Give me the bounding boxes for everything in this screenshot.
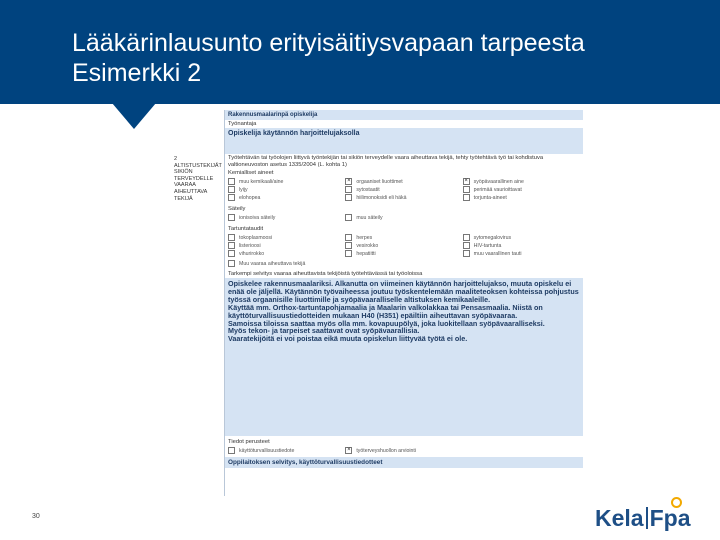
checkbox-item (228, 214, 345, 221)
checkbox-box (463, 194, 470, 201)
checkbox-label: vihurirokko (239, 250, 265, 257)
checkbox-label: hepatiitti (356, 250, 376, 257)
checkbox-item (345, 447, 580, 454)
checkbox-box (345, 194, 352, 201)
checkbox-label: herpes (356, 234, 373, 241)
checkbox-item (228, 234, 345, 241)
checkbox-item (463, 242, 580, 249)
checkbox-box (345, 242, 352, 249)
checkbox-item (463, 194, 580, 201)
side-label-line: VAARAA (174, 182, 196, 189)
footer-value: Oppilaitoksen selvitys, käyttöturvallisuustiedotteet (225, 457, 583, 468)
checkbox-item (345, 250, 462, 257)
employer-value: Opiskelija käytännön harjoittelujaksolla (225, 128, 583, 154)
checkbox-label: muu säteily (356, 214, 383, 221)
checkbox-label: perimää vaurioittavat (473, 186, 522, 193)
checkbox-label: HIV-tartunta (473, 242, 502, 249)
checkbox-label: vesirokko (356, 242, 379, 249)
radiation-checkboxes (225, 213, 583, 222)
checkbox-box (228, 178, 235, 185)
checkbox-item (345, 178, 462, 185)
checkbox-box (463, 242, 470, 249)
checkbox-box: × (464, 178, 468, 184)
kela-fpa-logo (595, 503, 690, 533)
chemical-checkboxes (225, 177, 583, 202)
checkbox-label: sytomegalovirus (473, 234, 512, 241)
checkbox-label: listerioosi (239, 242, 261, 249)
checkbox-label: sytostaatit (356, 186, 380, 193)
logo-text-left: Kela (595, 504, 644, 531)
checkbox-item (228, 178, 345, 185)
checkbox-label: torjunta-aineet (473, 194, 507, 201)
checkbox-label: käyttöturvallisuustiedote (239, 447, 295, 454)
page-number: 30 (32, 513, 40, 520)
checkbox-item (463, 250, 580, 257)
checkbox-item (228, 186, 345, 193)
banner-pointer (112, 103, 156, 129)
checkbox-label: syöpävaarallinen aine (473, 178, 524, 185)
exposure-text: Työtehtävän tai työolojen liittyvä työntekijän tai sikiön terveydelle vaara aiheuttava tekijä, tehty työtehtävä työ tai kohdistuva valtioneuvoston asetus 1335/2004 (L. kohta 1) (228, 155, 544, 168)
side-label (174, 156, 222, 202)
chemical-label: Kemialliset aineet (228, 170, 274, 176)
side-label-line: TERVEYDELLE (174, 175, 214, 182)
side-label-line: ALTISTUSTEKIJÄT (174, 162, 222, 169)
checkbox-label: lyijy (239, 186, 248, 193)
logo-text-right: Fpa (649, 504, 691, 531)
checkbox-box (463, 186, 470, 193)
form-body (224, 110, 583, 496)
checkbox-box: × (347, 178, 351, 184)
side-label-line: 2 (174, 156, 178, 162)
checkbox-label: orgaaniset liuottimet (356, 178, 403, 185)
checkbox-box (345, 250, 352, 257)
slide-title-line-2: Esimerkki 2 (72, 59, 202, 87)
slide-title-line-1: Lääkärinlausunto erityisäitiysvapaan tarpeesta (72, 29, 585, 57)
side-label-line: TEKIJÄ (174, 195, 193, 202)
infection-label: Tartuntataudit (228, 226, 264, 232)
radiation-label: Säteily (228, 206, 246, 212)
checkbox-label: työterveyshuollon arviointi (356, 447, 417, 454)
checkbox-box (463, 250, 470, 257)
checkbox-item (463, 186, 580, 193)
checkbox-box (228, 250, 235, 257)
checkbox-item (345, 186, 462, 193)
checkbox-label: hiilimonoksidi eli häkä (356, 194, 407, 201)
grounds-label: Tiedot perusteet (228, 439, 270, 445)
checkbox-label: ionisoiva säteily (239, 214, 276, 221)
other-checkbox (225, 260, 583, 267)
checkbox-item (345, 214, 462, 221)
checkbox-box (463, 234, 470, 241)
checkbox-label: muu vaarallinen tauti (473, 250, 522, 257)
checkbox-item (345, 242, 462, 249)
checkbox-label: tokoplasmoosi (239, 234, 273, 241)
checkbox-item (228, 194, 345, 201)
checkbox-item (228, 250, 345, 257)
checkbox-box (228, 214, 235, 221)
checkbox-item (463, 178, 580, 185)
employer-section: Rakennusmaalarinpä opiskelija (225, 110, 583, 120)
checkbox-box: × (347, 447, 351, 453)
checkbox-box (345, 186, 352, 193)
checkbox-box (228, 260, 235, 267)
slide-title (72, 28, 585, 88)
checkbox-item (463, 234, 580, 241)
checkbox-label: muu kemikaali/aine (239, 178, 284, 185)
checkbox-box (228, 234, 235, 241)
checkbox-label: elohopea (239, 194, 261, 201)
checkbox-box (228, 242, 235, 249)
checkbox-box (228, 186, 235, 193)
checkbox-box (228, 194, 235, 201)
employer-label: Työnantaja (228, 121, 257, 127)
detail-label: Tarkempi selvitys vaaraa aiheuttavista tekijöistä työtehtävässä tai työoloissa (228, 271, 423, 277)
side-label-line: AIHEUTTAVA (174, 188, 208, 195)
checkbox-item (228, 242, 345, 249)
grounds-checkboxes (225, 446, 583, 455)
form-image (174, 110, 586, 496)
checkbox-item (345, 234, 462, 241)
checkbox-box (345, 214, 352, 221)
infection-checkboxes (225, 233, 583, 258)
checkbox-box (345, 234, 352, 241)
other-label: Muu vaaraa aiheuttava tekijä (239, 260, 306, 267)
side-label-line: SIKIÖN (174, 169, 193, 176)
kela-fpa-logo-icon (671, 497, 682, 508)
description-text: Opiskelee rakennusmaalariksi. Alkanutta on viimeinen käytännön harjoittelujakso, muuta opiskelu ei enää ole jäljellä. Käytännön työvaiheessa joutuu työskentelemään maaliteteoksen kohteissa pohjustus työssä orgaanisille liuottimille ja syöpävaaralliselle altistuksen kemikaaleille. Käyttää mm. Orthox-tartuntapohjamaalia ja Maalarin valkolakkaa tai Pensasmaalia. Niistä on käyttöturvallisuustiedotteiden mukaan H40 (H351) epäiltiin aiheuttavan syöpävaaraa. Samoissa tiloissa saattaa myös olla mm. kovapuupölyä, joka luokitellaan syöpävaaralliseksi. Myös tekon- ja tarpeiset saattavat ovat syöpävaarallisia. Vaaratekijöitä ei voi poistaa eikä muuta opiskelun liittyvää työtä ei ole. (225, 278, 583, 436)
logo-separator (646, 507, 648, 529)
checkbox-box (228, 447, 235, 454)
checkbox-item (345, 194, 462, 201)
checkbox-item (228, 447, 345, 454)
